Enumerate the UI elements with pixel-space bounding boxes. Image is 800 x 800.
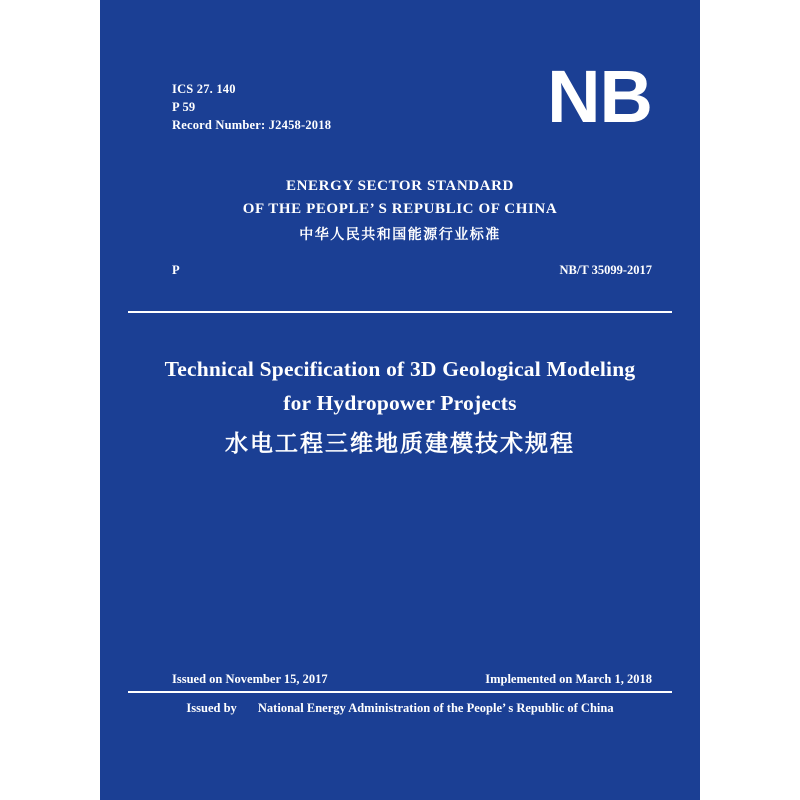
implemented-date: Implemented on March 1, 2018 [485,672,652,686]
divider-bottom [128,691,672,693]
category-letter: P [172,263,180,277]
title-english-line2: for Hydropower Projects [283,391,517,415]
title-english-line1: Technical Specification of 3D Geological Modeling [164,357,636,381]
ics-code: ICS 27. 140 [172,82,236,96]
title-chinese: 水电工程三维地质建模技术规程 [225,431,575,456]
standard-cover [100,0,700,800]
title-block [140,352,660,468]
standard-heading [100,175,700,251]
standard-heading-line1: ENERGY SECTOR STANDARD [286,178,514,194]
standard-heading-chinese: 中华人民共和国能源行业标准 [299,228,501,243]
issuer-organization: National Energy Administration of the People’ s Republic of China [257,701,614,715]
classification-code: P 59 [172,100,196,114]
standard-heading-line2: OF THE PEOPLE’ S REPUBLIC OF CHINA [242,201,558,217]
issued-date: Issued on November 15, 2017 [172,672,328,686]
record-number: Record Number: J2458-2018 [172,118,332,132]
standard-number: NB/T 35099-2017 [559,263,652,277]
identification-block [172,80,331,134]
date-row [172,672,652,687]
issuer-label: Issued by [186,701,237,715]
divider-top [128,311,672,313]
nb-logo: NB [547,55,652,138]
code-row [172,263,652,278]
issuer-row [100,701,700,716]
